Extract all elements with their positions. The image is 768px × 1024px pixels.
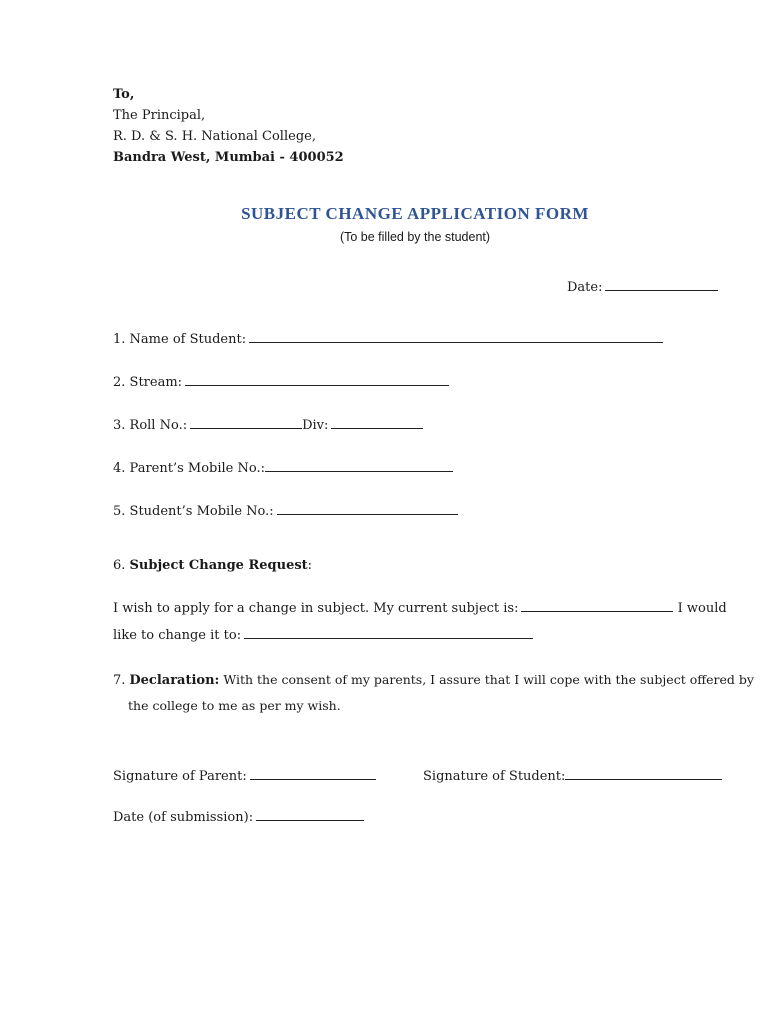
submission-date-label: Date (of submission): — [113, 810, 254, 825]
new-subject-text: like to change it to: — [113, 628, 242, 643]
stream-label: 2. Stream: — [113, 375, 183, 390]
date-blank[interactable] — [605, 289, 718, 291]
student-mobile-blank[interactable] — [277, 513, 458, 515]
div-label: Div: — [302, 418, 329, 433]
recipient-title: The Principal, — [113, 108, 206, 123]
declaration-heading: Declaration: — [129, 673, 220, 688]
current-subject-blank[interactable] — [521, 610, 673, 612]
parent-mobile-field[interactable] — [113, 461, 453, 476]
parent-mobile-blank[interactable] — [265, 470, 453, 472]
submission-date-field[interactable] — [113, 810, 364, 825]
request-heading — [113, 558, 312, 573]
student-signature-field[interactable] — [423, 769, 722, 784]
student-signature-label: Signature of Student: — [423, 769, 566, 784]
form-subtitle: (To be filled by the student) — [339, 230, 491, 244]
declaration-number: 7. — [113, 673, 126, 688]
date-field[interactable] — [567, 280, 718, 295]
student-name-label: 1. Name of Student: — [113, 332, 247, 347]
current-subject-line[interactable] — [113, 601, 727, 616]
student-mobile-field[interactable] — [113, 504, 458, 519]
parent-signature-label: Signature of Parent: — [113, 769, 247, 784]
college-name: R. D. & S. H. National College, — [113, 129, 316, 144]
declaration-line1 — [113, 672, 754, 688]
parent-signature-field[interactable] — [113, 769, 376, 784]
student-mobile-label: 5. Student’s Mobile No.: — [113, 504, 274, 519]
current-subject-text: I wish to apply for a change in subject. My current subject is: — [113, 601, 519, 616]
salutation: To, — [113, 87, 135, 102]
div-blank[interactable] — [331, 427, 423, 429]
student-name-field[interactable] — [113, 332, 663, 347]
college-address: Bandra West, Mumbai - 400052 — [113, 150, 344, 165]
form-title: SUBJECT CHANGE APPLICATION FORM — [241, 204, 589, 223]
new-subject-blank[interactable] — [244, 637, 533, 639]
request-colon: : — [307, 558, 313, 573]
roll-blank[interactable] — [190, 427, 302, 429]
current-subject-end: I would — [677, 601, 727, 616]
parent-mobile-label: 4. Parent’s Mobile No.: — [113, 461, 265, 476]
stream-blank[interactable] — [185, 384, 449, 386]
request-number: 6. — [113, 558, 126, 573]
student-name-blank[interactable] — [249, 341, 663, 343]
submission-date-blank[interactable] — [256, 819, 364, 821]
request-heading-text: Subject Change Request — [129, 558, 308, 573]
new-subject-line[interactable] — [113, 628, 533, 643]
date-label: Date: — [567, 280, 603, 295]
roll-div-field[interactable] — [113, 418, 423, 433]
declaration-text: With the consent of my parents, I assure that I will cope with the subject offered by — [223, 672, 754, 687]
parent-signature-blank[interactable] — [250, 778, 376, 780]
declaration-line2: the college to me as per my wish. — [128, 698, 341, 713]
roll-label: 3. Roll No.: — [113, 418, 188, 433]
stream-field[interactable] — [113, 375, 449, 390]
student-signature-blank[interactable] — [565, 778, 722, 780]
